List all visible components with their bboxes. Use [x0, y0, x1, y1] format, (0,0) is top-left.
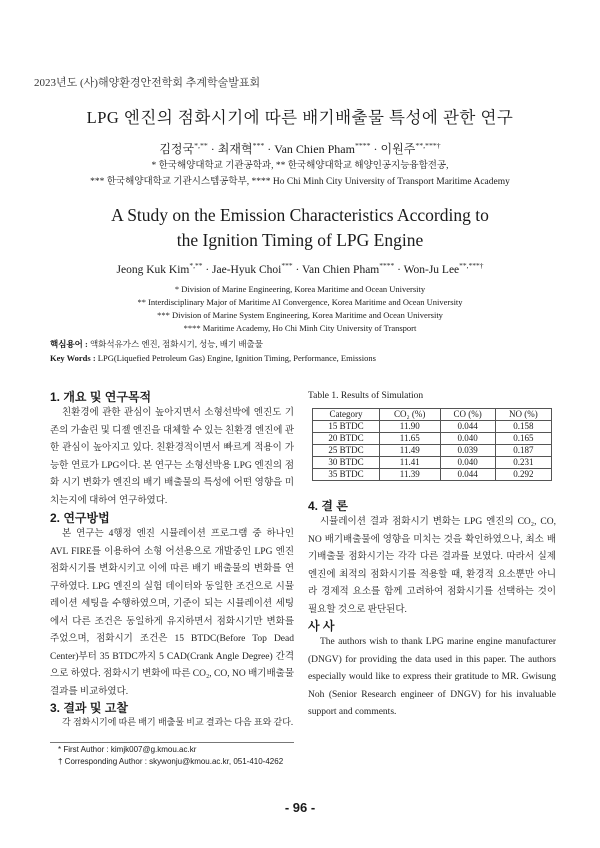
paragraph: 각 점화시기에 따른 배기 배출물 비교 결과는 다음 표와 같다. — [62, 717, 294, 727]
author-separator: · — [394, 264, 404, 276]
paragraph: 친환경에 관한 관심이 높아지면서 소형선박에 엔진도 기존의 가솔린 및 디젤 엔진을 대체할 수 있는 친환경 엔진에 관한 관심이 높아지고 있다. 친환경적이면서 빠르게 적용이 가능한 연료가 LPG이다. 본 연구는 소형선박용 LPG 엔진의 점화 시기 변화가 엔진의 배기 배출물의 특성에 어떤 영향을 미치는지에 대하여 연구하였다. — [50, 408, 294, 506]
english-title-line: A Study on the Emission Characteristics According to — [111, 205, 489, 225]
table-row — [313, 469, 552, 481]
paragraph: 본 연구는 4행정 엔진 시뮬레이션 프로그램 중 하나인 AVL FIRE를 이용하여 소형 어선용으로 개발중인 LPG 엔진 점화시기를 변화시키고 이에 따른 배기 배출물의 변화를 연구하였다. LPG 엔진의 실험 데이터와 동일한 조건으로 시뮬레이션 세팅을 수행하였으며, 기준이 되는 시뮬레이션 세팅에서 다른 조건은 동일하게 유지하면서 점화시기만 변화를 주었으며, 점화시기 조건은 15 BTDC(Before Top Dead Center)부터 35 BTDC까지 5 CAD(Crank Angle Degree) 간격으로 하였다. 점화시기 변화에 따른 CO₂, CO, NO 배기배출물 결과를 비교하였다. — [50, 529, 294, 697]
korean-affiliation-line: * 한국해양대학교 기관공학과, ** 한국해양대학교 해양인공지능융합전공, — [151, 161, 449, 171]
table-cell: 30 BTDC — [313, 457, 380, 469]
table-header-cell: NO (%) — [495, 409, 551, 421]
author-separator: · — [264, 142, 275, 156]
table-header-cell: CO (%) — [440, 409, 495, 421]
english-affiliations — [0, 283, 600, 335]
author-name: Jeong Kuk Kim — [116, 264, 190, 276]
author-affiliation-mark: *,** — [194, 141, 208, 150]
section-heading: 사 사 — [308, 619, 335, 633]
author-affiliation-mark: *** — [281, 261, 293, 271]
footnote: * First Author : kimjk007@g.kmou.ac.kr — [58, 745, 197, 754]
keywords-text: LPG(Liquefied Petroleum Gas) Engine, Ignition Timing, Performance, Emissions — [95, 353, 376, 363]
table-cell: 0.040 — [440, 457, 495, 469]
table-header-cell: Category — [313, 409, 380, 421]
author-affiliation-mark: **,***† — [459, 261, 484, 271]
footnotes — [58, 744, 283, 768]
english-keywords — [50, 351, 570, 365]
author-affiliation-mark: *** — [252, 141, 265, 150]
table-cell: 0.187 — [495, 445, 551, 457]
page-number: - 96 - — [284, 800, 316, 815]
section-body — [50, 405, 294, 510]
table-cell: 35 BTDC — [313, 469, 380, 481]
english-affiliation-line: ** Interdisciplinary Major of Maritime AI Convergence, Korea Maritime and Ocean University — [137, 297, 463, 307]
table-header-row — [313, 409, 552, 421]
section-heading: 4. 결 론 — [308, 499, 348, 513]
table-cell: 20 BTDC — [313, 433, 380, 445]
table-caption: Table 1. Results of Simulation — [308, 391, 424, 401]
table-cell: 25 BTDC — [313, 445, 380, 457]
author-name: Won-Ju Lee — [403, 264, 460, 276]
keywords-label: 핵심용어 : — [50, 339, 88, 349]
section-body — [50, 716, 294, 728]
author-affiliation-mark: **,***† — [415, 141, 441, 150]
author-name: 김정국 — [159, 142, 195, 156]
table-cell: 15 BTDC — [313, 421, 380, 433]
author-separator: · — [292, 264, 302, 276]
author-name: Van Chien Pham — [274, 142, 355, 156]
table-cell: 11.41 — [379, 457, 440, 469]
author-name: 이원주 — [380, 142, 416, 156]
section-body — [308, 514, 556, 619]
simulation-results-table — [312, 408, 552, 481]
english-affiliation-line: **** Maritime Academy, Ho Chi Minh City University of Transport — [183, 323, 417, 333]
author-name: Van Chien Pham — [301, 264, 380, 276]
paragraph: The authors wish to thank LPG marine engine manufacturer (DNGV) for providing the data used in this paper. The authors especially would like to express their gratitude to MR. Gwisung Noh (Senior Research engineer of DNGV) for his invaluable support and comments. — [308, 637, 556, 717]
keywords-text: 액화석유가스 엔진, 점화시기, 성능, 배기 배출물 — [87, 339, 263, 349]
conference-header: 2023년도 (사)해양환경안전학회 추계학술발표회 — [34, 77, 261, 89]
author-separator: · — [207, 142, 218, 156]
paragraph: 시뮬레이션 결과 점화시기 변화는 LPG 엔진의 CO₂, CO, NO 배기배출물에 영향을 미치는 것을 확인하였으나, 최소 배기배출물 점화시기는 각각 다른 결과를 보였다. 따라서 실제 엔진에 최적의 점화시기를 적용할 때, 환경적 요소뿐만 아니라 경제적 요소를 함께 고려하여 점화시기를 선택하는 것이 필요할 것으로 판단된다. — [308, 517, 556, 615]
table-cell: 0.158 — [495, 421, 551, 433]
korean-author-list — [0, 140, 600, 157]
section-body — [308, 634, 556, 722]
english-affiliation-line: *** Division of Marine System Engineering, Korea Maritime and Ocean University — [157, 310, 443, 320]
footnote-divider — [50, 742, 294, 743]
author-separator: · — [370, 142, 381, 156]
table-cell: 0.044 — [440, 421, 495, 433]
table-cell: 0.231 — [495, 457, 551, 469]
table-cell: 0.165 — [495, 433, 551, 445]
author-separator: · — [202, 264, 213, 276]
author-affiliation-mark: **** — [379, 261, 395, 271]
table-cell: 11.90 — [379, 421, 440, 433]
section-heading: 3. 결과 및 고찰 — [50, 701, 128, 715]
author-name: 최재혁 — [217, 142, 253, 156]
author-name: Jae-Hyuk Choi — [212, 264, 282, 276]
korean-keywords — [50, 337, 570, 351]
table-cell: 0.040 — [440, 433, 495, 445]
author-affiliation-mark: *,** — [189, 261, 203, 271]
table-row — [313, 445, 552, 457]
keywords-label: Key Words : — [50, 353, 96, 363]
table-header-cell: CO₂ (%) — [379, 409, 440, 421]
english-title — [0, 203, 600, 253]
footnote: † Corresponding Author : skywonju@kmou.ac.kr, 051-410-4262 — [58, 757, 284, 766]
english-affiliation-line: * Division of Marine Engineering, Korea Maritime and Ocean University — [174, 284, 426, 294]
table-cell: 11.39 — [379, 469, 440, 481]
table-row — [313, 421, 552, 433]
table-cell: 11.65 — [379, 433, 440, 445]
table-cell: 0.039 — [440, 445, 495, 457]
table-row — [313, 457, 552, 469]
section-body — [50, 526, 294, 701]
table-cell: 11.49 — [379, 445, 440, 457]
author-affiliation-mark: **** — [354, 141, 371, 150]
section-heading: 1. 개요 및 연구목적 — [50, 390, 152, 404]
table-cell: 0.044 — [440, 469, 495, 481]
table-cell: 0.292 — [495, 469, 551, 481]
section-heading: 2. 연구방법 — [50, 511, 110, 525]
table-row — [313, 433, 552, 445]
english-author-list — [0, 261, 600, 276]
korean-affiliation-line: *** 한국해양대학교 기관시스템공학부, **** Ho Chi Minh City University of Transport Maritime Academy — [90, 177, 510, 187]
korean-title: LPG 엔진의 점화시기에 따른 배기배출물 특성에 관한 연구 — [86, 108, 514, 127]
english-title-line: the Ignition Timing of LPG Engine — [176, 230, 424, 250]
